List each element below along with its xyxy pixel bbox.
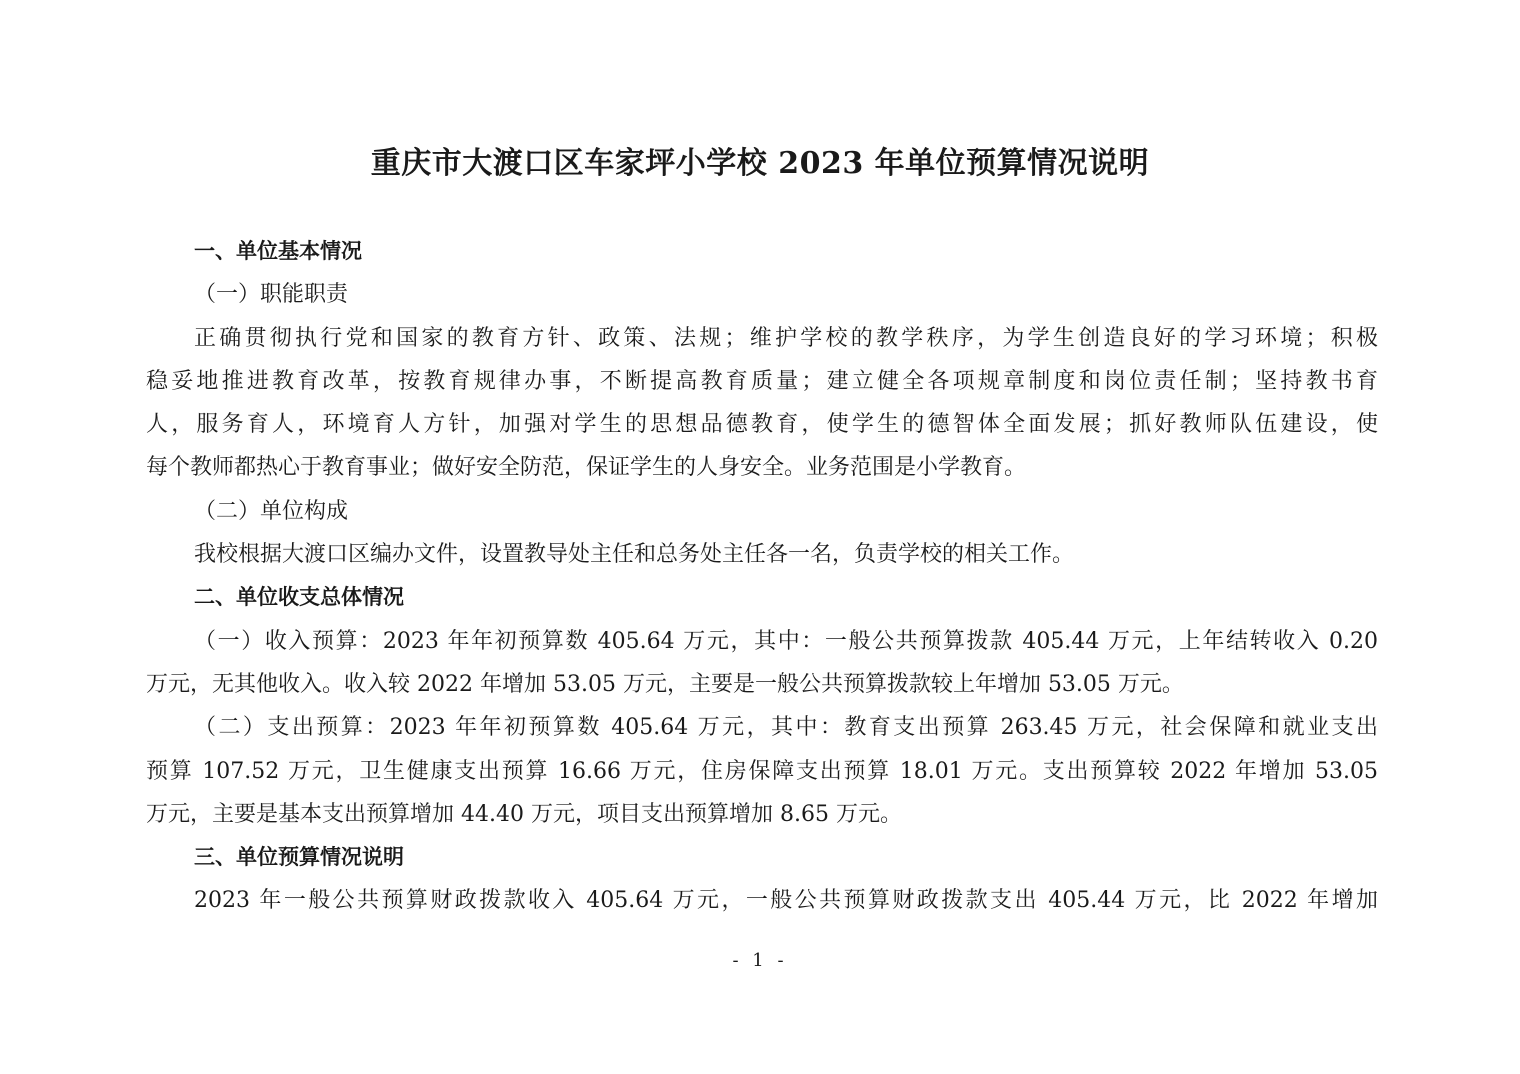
paragraph-line: 预算 107.52 万元，卫生健康支出预算 16.66 万元，住房保障支出预算 18.01 万元。支出预算较 2022 年增加 53.05 (146, 758, 1378, 784)
section-heading-budget-explanation: 三、单位预算情况说明 (194, 845, 404, 870)
paragraph-line: 我校根据大渡口区编办文件，设置教导处主任和总务处主任各一名，负责学校的相关工作。 (194, 542, 1075, 568)
subsection-heading-functions: （一）职能职责 (194, 282, 349, 308)
paragraph-line: 万元，主要是基本支出预算增加 44.40 万元，项目支出预算增加 8.65 万元。 (146, 801, 902, 827)
paragraph-line: 正确贯彻执行党和国家的教育方针、政策、法规；维护学校的教学秩序，为学生创造良好的学习环境；积极 (194, 325, 1378, 351)
paragraph-line: 2023 年一般公共预算财政拨款收入 405.64 万元，一般公共预算财政拨款支出 405.44 万元，比 2022 年增加 (194, 888, 1378, 914)
document-title: 重庆市大渡口区车家坪小学校 2023 年单位预算情况说明 (370, 146, 1150, 181)
paragraph-line: （二）支出预算：2023 年年初预算数 405.64 万元，其中：教育支出预算 263.45 万元，社会保障和就业支出 (194, 715, 1378, 741)
paragraph-line: 每个教师都热心于教育事业；做好安全防范，保证学生的人身安全。业务范围是小学教育。 (146, 455, 1027, 481)
page-number: - 1 - (732, 950, 788, 971)
section-heading-basic-info: 一、单位基本情况 (194, 239, 362, 263)
paragraph-line: （一）收入预算：2023 年年初预算数 405.64 万元，其中：一般公共预算拨款 405.44 万元，上年结转收入 0.20 (194, 628, 1378, 654)
paragraph-line: 人，服务育人，环境育人方针，加强对学生的思想品德教育，使学生的德智体全面发展；抓好教师队伍建设，使 (146, 412, 1378, 438)
paragraph-line: 稳妥地推进教育改革，按教育规律办事，不断提高教育质量；建立健全各项规章制度和岗位责任制；坚持教书育 (146, 368, 1378, 394)
document-body (146, 230, 1378, 923)
section-heading-income-expense: 二、单位收支总体情况 (194, 585, 404, 610)
subsection-heading-composition: （二）单位构成 (194, 498, 349, 524)
paragraph-line: 万元，无其他收入。收入较 2022 年增加 53.05 万元，主要是一般公共预算拨款较上年增加 53.05 万元。 (146, 671, 1184, 697)
